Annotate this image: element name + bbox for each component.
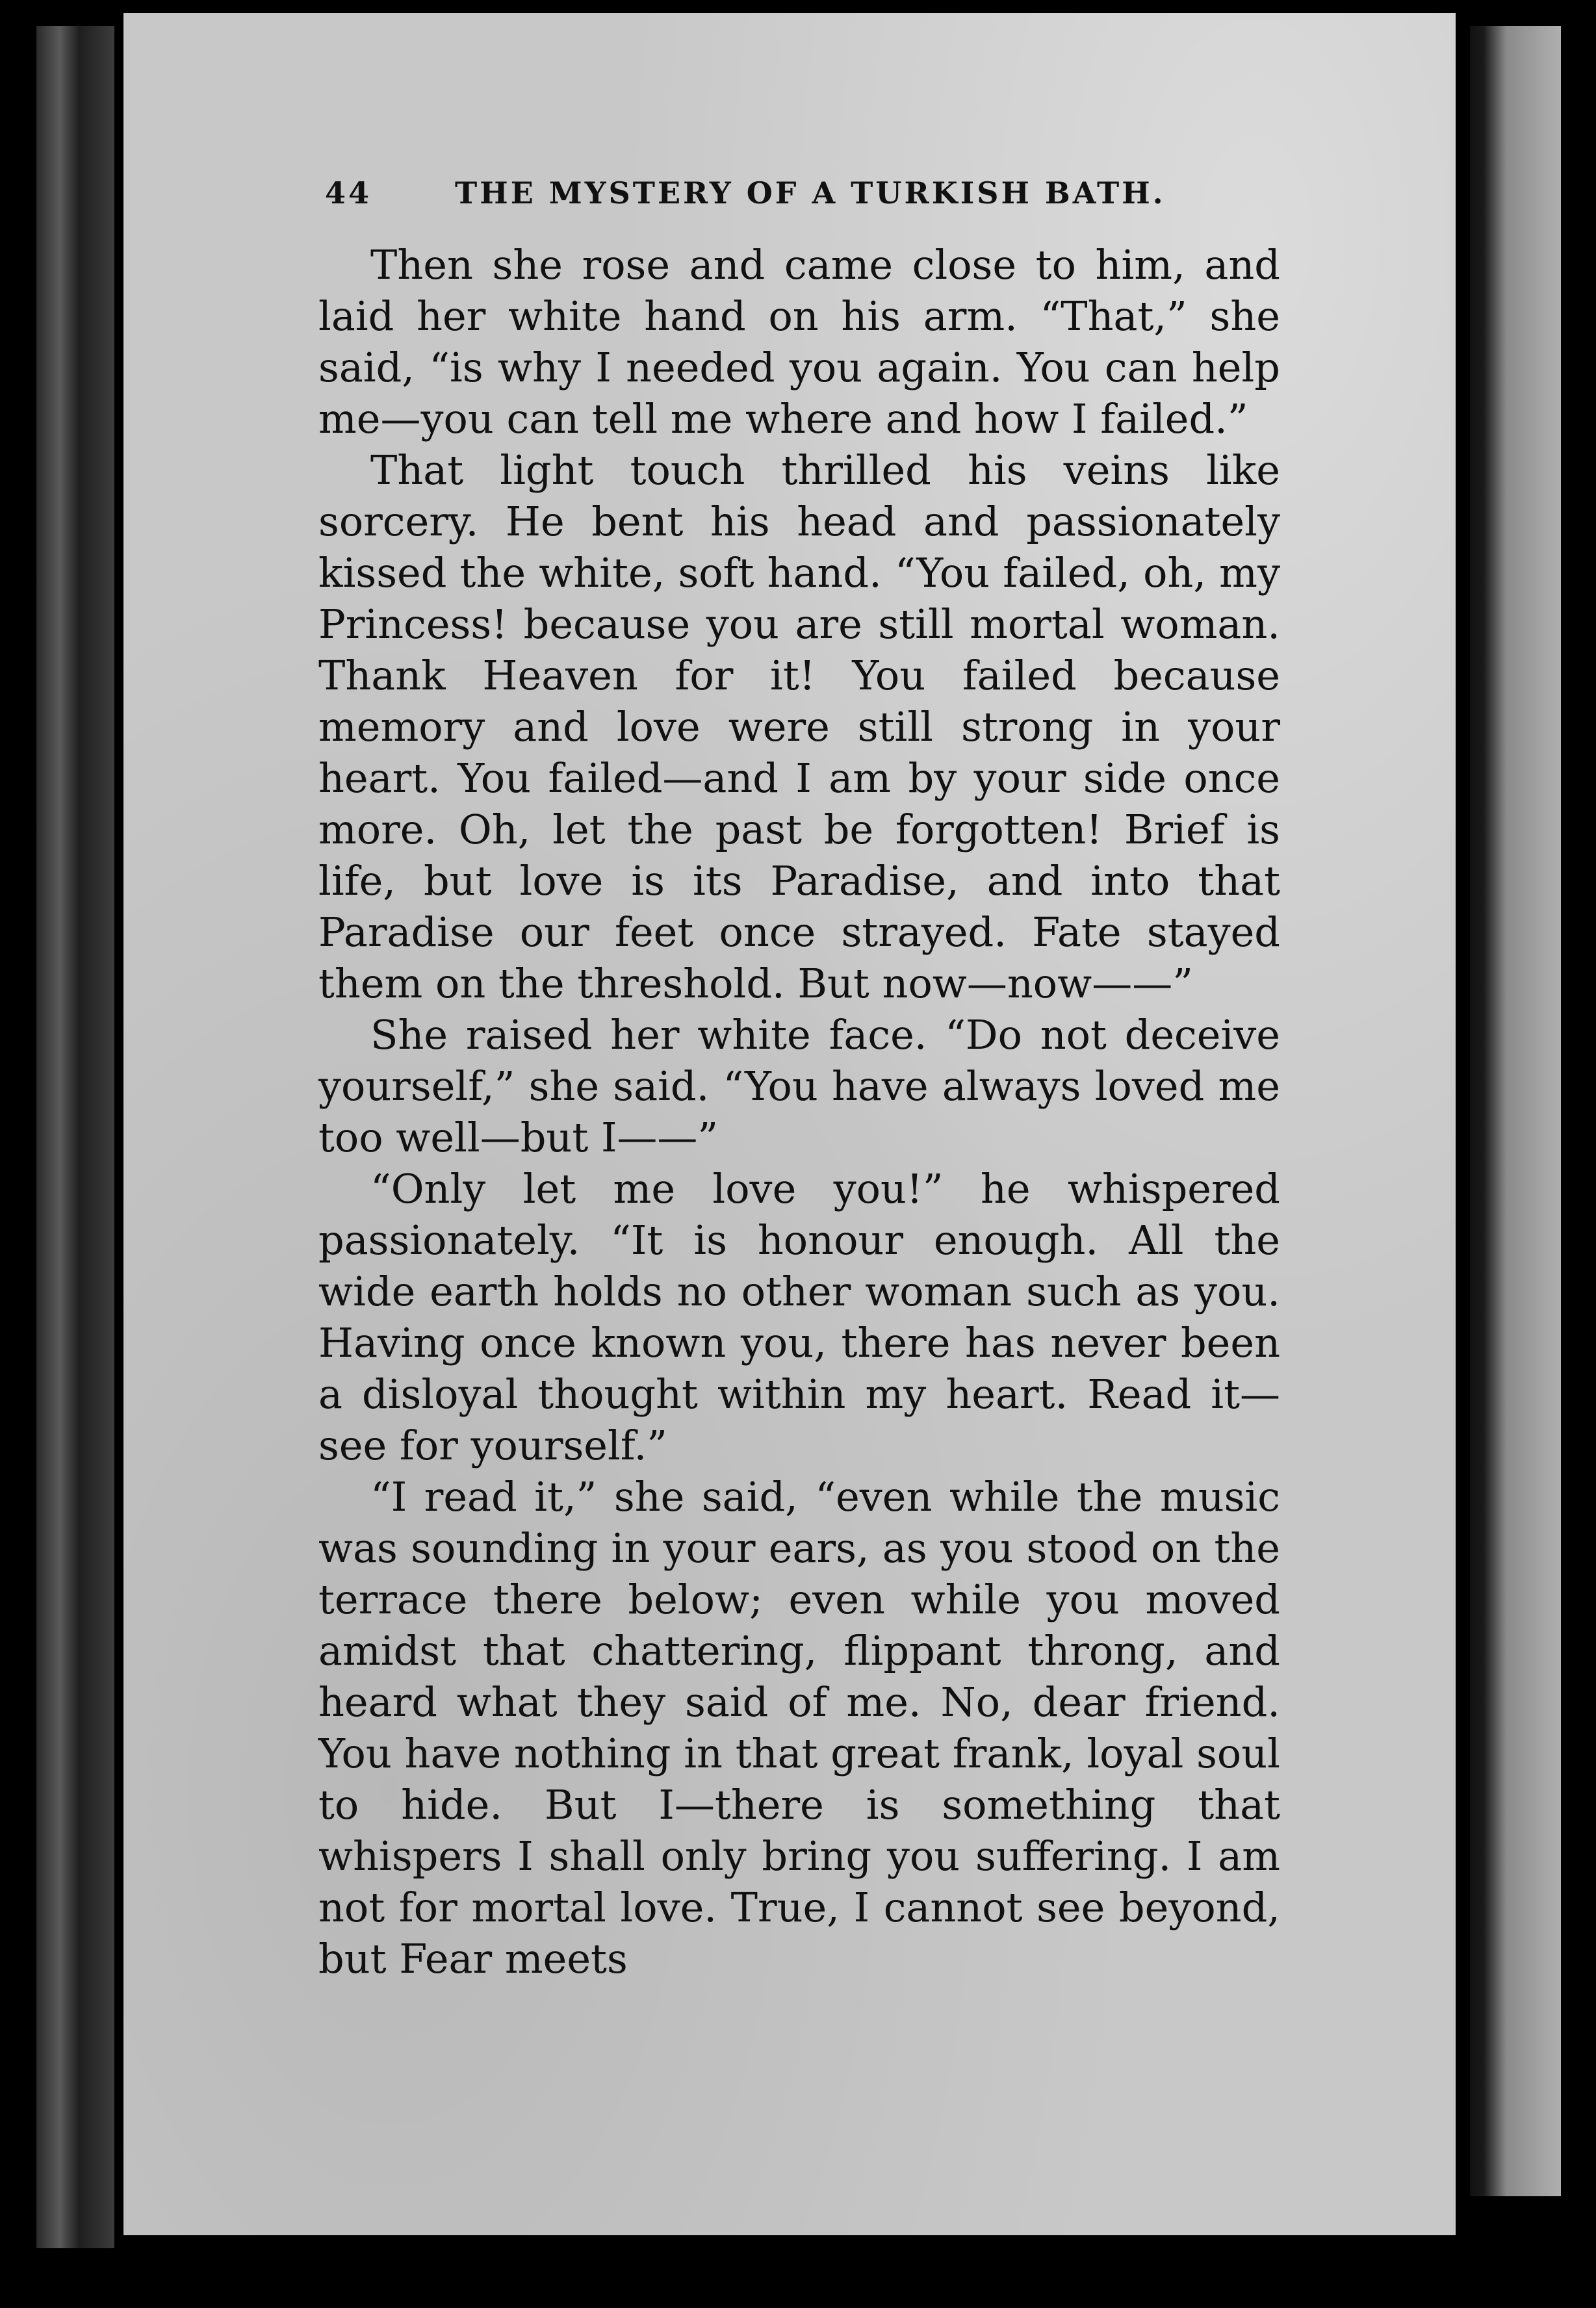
body-text <box>318 239 1280 1984</box>
running-head <box>325 175 1280 221</box>
paragraph: Then she rose and came close to him, and laid her white hand on his arm. “That,” she said, “is why I needed you again. You can help me—you can tell me where and how I failed.” <box>318 241 1280 442</box>
paragraph: She raised her white face. “Do not deceive yourself,” she said. “You have always loved me too well—but I——” <box>318 1011 1280 1161</box>
page-number: 44 <box>325 175 372 211</box>
running-head-title: THE MYSTERY OF A TURKISH BATH. <box>455 175 1166 211</box>
book-spine <box>36 26 114 2248</box>
paragraph: “I read it,” she said, “even while the music was sounding in your ears, as you stood on the terrace there below; even while you moved amidst that chattering, flippant throng, and heard what they said of me. No, dear friend. You have nothing in that great frank, loyal soul to hide. But I—there is something that whispers I shall only bring you suffering. I am not for mortal love. True, I cannot see beyond, but Fear meets <box>318 1473 1280 1982</box>
paragraph: That light touch thrilled his veins like sorcery. He bent his head and passionately kissed the white, soft hand. “You failed, oh, my Princess! because you are still mortal woman. Thank Heaven for it! You failed because memory and love were still strong in your heart. You failed—and I am by your side once more. Oh, let the past be forgotten! Brief is life, but love is its Paradise, and into that Paradise our feet once strayed. Fate stayed them on the threshold. But now—now——” <box>318 446 1280 1007</box>
facing-page-edge <box>1470 26 1561 2196</box>
paragraph: “Only let me love you!” he whispered passionately. “It is honour enough. All the wide earth holds no other woman such as you. Having once known you, there has never been a disloyal thought within my heart. Read it—see for yourself.” <box>318 1165 1280 1469</box>
